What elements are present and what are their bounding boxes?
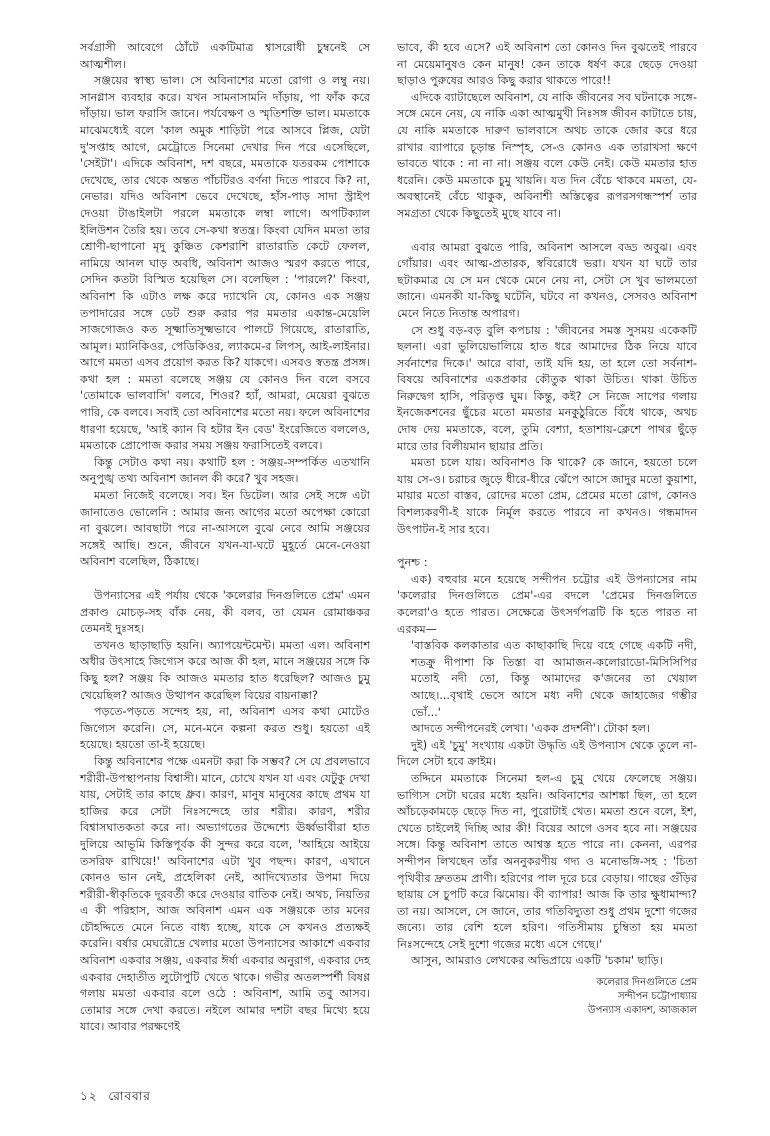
paragraph: ভাবে, কী হবে এসে? এই অবিনাশ তো কোনও দিন বুঝতেই পারবে না মেয়েমানুষও কেন মানুষ! কেন তাকে ধর্ষণ করে ছেড়ে দেওয়া ছাড়াও পুরুষের আরও কিছু করার থাকতে পারে!! [397,41,697,88]
paragraph: এক) বহুবার মনে হয়েছে সন্দীপন চট্টোর এই উপন্যাসের নাম 'কলেরার দিনগুলিতে প্রেম'-এর বদলে 'প্রেমের দিনগুলিতে কলেরা'ও হতে পারত। সেক্ষেত্রে উৎসর্গপত্রটি কি হতে পারত না এরকম— [397,572,697,636]
citation-publication: উপন্যাস একাদশ, আজকাল [587,1005,697,1017]
source-citation [397,976,697,1018]
paragraph: তখনও ছাড়াছাড়ি হয়নি। অ্যাপয়েন্টমেন্ট। মমতা এল। অবিনাশ অধীর উৎসাহে জিগ্যেস করে আজ কী হল, মানে সঞ্জয়ের সঙ্গে কি কিছু হল? সঞ্জয় কি আজও মমতার হাত ধরেছিল? আজও চুমু খেয়েছিল? আজও উত্থাপন করেছিল বিয়ের বায়নাক্কা? [80,638,370,702]
page-number: ১২ [80,1089,98,1103]
page-footer [80,1088,151,1108]
section-gap [397,538,697,555]
paragraph: সে শুধু বড়-বড় বুলি কপচায় : 'জীবনের সমস্ত সুসময় একেকটি ছলনা। এরা ভুলিয়েভালিয়ে হাত ধরে আমাদের ঠিক নিয়ে যাবে সর্বনাশের দিকে।' আরে বাবা, তাই যদি হয়, তা হলে তো সর্বনাশ-বিষয়ে অবিনাশের একপ্রকার কৌতুক থাকা উচিত। থাকা উচিত নিরুদ্বেগ হাসি, পরিতৃপ্ত ঘুম। কিন্তু, কই? সে নিজে সাপের গলায় ইনজেকশনের ছুঁচের মতো মমতার মনকুঠুরিতে বিঁধে থাকে, অথচ দোষ দেয় মমতাকে, বলে, তুমি বেশ্যা, হতাশায়-ক্লেশে পাথর ছুঁড়ে মারে তার বিলীয়মান ছায়ার প্রতি। [397,323,697,453]
paragraph: সর্বগ্রাসী আবেগে ঠোঁটে একটিমাত্র শ্বাসরোধী চুম্বনেই সে আত্মশীল। [80,41,370,71]
citation-author: সন্দীপন চট্টোপাধ্যায় [617,991,697,1003]
magazine-name: রোববার [108,1089,151,1103]
paragraph: তদ্দিনে মমতাকে সিনেমা হল-এ চুমু খেয়ে ফেলেছে সঞ্জয়। ভাগ্যিস সেটা ঘরের মধ্যে হয়নি। অবিনাশের আশঙ্কা ছিল, তা হলে আঁচড়েকামড়ে ছেড়ে দিত না, পুরোটাই খেত। মমতা শুনে বলে, ইশ, খেতে চাইলেই দিচ্ছি আর কী! বিয়ের আগে ওসব হবে না। সঞ্জয়ের সঙ্গে। কিন্তু অবিনাশ তাতে আশ্বস্ত হতে পারে না। কেননা, এরপর সন্দীপন লিখছেন তাঁর অননুকরণীয় গদ্য ও মনোভঙ্গি-সহ : 'চিতা পৃথিবীর দ্রুততম প্রাণী। হরিণের পাল দূরে চরে বেড়ায়। গাছের গুঁড়ির ছায়ায় সে চুপটি করে ঝিমোয়। কী ব্যাপার! আজ কি তার ক্ষুধামান্দ্য? তা নয়। আসলে, সে জানে, তার গতিবিদ্যুতা শুধু প্রথম দুশো গজের জন্যে। তার বেশি হলে হরিণ। গতিসীমায় চুম্বিতা হয় মমতা নিঃসন্দেহে সেই দুশো গজের মধ্যে এসে গেছে।' [397,771,697,951]
section-gap [80,571,370,588]
citation-title: কলেরার দিনগুলিতে প্রেম [596,977,697,989]
paragraph: এবার আমরা বুঝতে পারি, অবিনাশ আসলে বড্ড অবুঝ। এবং গোঁয়ার। এবং আত্ম-প্রতারক, স্ববিরোধে ভরা। যখন যা ঘটে তার ছটাকমাত্র যে সে মন থেকে মেনে নেয় না, সেটা সে খুব ভালমতো জানে। এমনকী যা-কিছু ঘটেনি, ঘটবে না কখনও, সেসবও অবিনাশ মেনে নিতে নিতান্ত অপারগ। [397,240,697,320]
paragraph: কিন্তু অবিনাশের পক্ষে এমনটা করা কি সম্ভব? সে যে প্রবলভাবে শরীরী-উপস্থাপনায় বিশ্বাসী। মানে, চোখে যখন যা এবং যেটুকু দেখা যায়, সেটাই তার কাছে ধ্রুব। কারণ, মানুষ মানুষের কাছে প্রথম যা হাজির করে সেটা নিঃসন্দেহে তার শরীর। কারণ, শরীর বিশ্বাসঘাতকতা করে না। অভ্যাগতের উদ্দেশ্যে ঊর্ধ্বভাবীরা হাত দুলিয়ে আভূমি কিস্তিপূর্বক কী সুন্দর করে বলে, 'আহিয়ে আইয়ে তসরিফ রাখিয়ে!' অবিনাশের এটা খুব পছন্দ। কারণ, এখানে কোনও ভান নেই, প্রহেলিকা নেই, আদিখ্যেতার উপমা দিয়ে শরীরী-স্বীকৃতিকে দূরবর্তী করে দেওয়ার বাতিক নেই। অথচ, নিয়তির এ কী পরিহাস, আজ অবিনাশ এমন এক সঞ্জয়কে তার মনের চৌহদ্দিতে মেনে নিতে বাধ্য হচ্ছে, যাকে সে কখনও প্রত্যক্ষই করেনি। বর্ষার মেঘরৌদ্রে খেলার মতো উপন্যাসের আকাশে একবার অবিনাশ একবার সঞ্জয়, একবার ঈর্ষা একবার অনুরাগ, একবার দেহ একবার দেহাতীত লুটোপুটি খেতে থাকে। গভীর অতলস্পর্শী বিষণ্ণ গলায় মমতা একবার বলে ওঠে : অবিনাশ, আমি তবু আসব। তোমার সঙ্গে দেখা করতে। নইলে আমার দশটা বছর মিথ্যে হয়ে যাবে। আবার পরক্ষণেই [80,754,370,1034]
paragraph: পড়তে-পড়তে সন্দেহ হয়, না, অবিনাশ এসব কথা মোটেও জিগ্যেস করেনি। সে, মনে-মনে কল্পনা করত শুধু। হয়তো এই হয়েছে। হয়তো তা-ই হয়েছে। [80,705,370,752]
paragraph: এদিকে ব্যাটাছেলে অবিনাশ, যে নাকি জীবনের সব ঘটনাকে সঙ্গে-সঙ্গে মেনে নেয়, যে নাকি একা আত্মমুখী নিঃসঙ্গ জীবন কাটাতে চায়, যে নাকি মমতাকে দারুণ ভালবাসে অথচ তাকে জোর করে ধরে রাখার ব্যাপারে চূড়ান্ত নিস্পৃহ, সে-ও কোনও এক তারাখসা ক্ষণে ভাবতে থাকে : না না না। সঞ্জয় বলে কেউ নেই। কেউ মমতার হাত ধরেনি। কেউ মমতাকে চুমু খায়নি। যত দিন বেঁচে থাকবে মমতা, যে-অবস্থানেই বেঁচে থাকুক, অবিনাশী অস্তিত্বের রূপরসগন্ধস্পর্শ তার সমগ্রতা থেকে কিছুতেই মুছে যাবে না। [397,90,697,220]
left-column [80,40,370,1036]
section-gap [397,223,697,240]
paragraph: আসুন, আমরাও লেখকের অভিপ্রায়ে একটি 'চকাম' ছাড়ি। [411,954,663,968]
paragraph: মমতা চলে যায়। অবিনাশও কি থাকে? কে জানে, হয়তো চলে যায় সে-ও। চরাচর জুড়ে ধীরে-ধীরে ঝেঁপে আসে জাদুর মতো কুয়াশা, মায়ার মতো বাস্তব, রোদের মতো প্রেম, প্রেমের মতো রোগ, কোনও বিশল্যকরণী-ই যাকে নির্মূল করতে পারবে না কখনও। গন্ধমাদন উৎপাটন-ই সার হবে। [397,456,697,536]
paragraph: কিন্তু সেটাও কথা নয়। কথাটি হল : সঞ্জয়-সম্পর্কিত এতখানি অনুপুঙ্খ তথ্য অবিনাশ জানল কী করে? খুব সহজ। [80,455,370,486]
right-column [397,40,697,1018]
paragraph: উপন্যাসের এই পর্যায় থেকে 'কলেরার দিনগুলিতে প্রেম' এমন প্রকাণ্ড মোচড়-সহ বাঁক নেয়, কী বলব, তা যেমন রোমাঞ্চকর তেমনই দুঃসহ। [80,589,370,636]
paragraph: সঞ্জয়ের স্বাস্থ্য ভাল। সে অবিনাশের মতো রোগা ও লম্বু নয়। সানগ্লাস ব্যবহার করে। যখন সামনাসামনি দাঁড়ায়, পা ফাঁক করে দাঁড়ায়। ভাল ফরাসি জানে। পর্যবেক্ষণ ও স্মৃতিশক্তি ভাল। মমতাকে মাঝেমধ্যেই বলে 'কাল অমুক শাড়িটা পরে আসবে প্লিজ, যেটা দু'সপ্তাহ আগে, মেট্রোতে সিনেমা দেখার দিন পরে এসেছিলে, 'সেইটা'। এদিকে অবিনাশ, দশ বছরে, মমতাকে যতরকম পোশাকে দেখেছে, তার থেকে অন্তত পাঁচটিরও বর্ণনা দিতে পারবে কি? না, নেভার। যদিও অবিনাশ ভেবে দেখেছে, হাঁস-পাড় সাদা স্ট্রাইপ দেওয়া টাঙাইলটা পরলে মমতাকে লম্বা লাগে। অপটিক্যাল ইলিউশন তৈরি হয়। তবে সে-কথা স্বতন্ত্র। কিংবা যেদিন মমতা তার শ্রোণী-ছাপানো মৃদু কুঞ্চিত কেশরাশি রাতারাতি কেটে ফেলল, নামিয়ে আনল ঘাড় অবধি, অবিনাশ আজও স্মরণ করতে পারে, সেদিন কতটা বিস্মিত হয়েছিল সে। বলেছিল : 'পারলে?' কিংবা, অবিনাশ কি এটাও লক্ষ করে দ্যাখেনি যে, কোনও এক সঞ্জয় তপাদারের সঙ্গে ডেট শুরু করার পর মমতার একান্ত-মেয়েলি সাজগোজও কত সূক্ষ্মাতিসূক্ষ্মভাবে পালটে গিয়েছে, রাতারাতি, আমূল। ম্যানিকিওর, পেডিকিওর, ল্যাকমে-র লিপস্, আই-লাইনার। আগে মমতা এসব প্রয়োগ করত কি? যাকগে। এসবও স্বতন্ত্র প্রসঙ্গ। কথা হল : মমতা বলেছে সঞ্জয় যে কোনও দিন বলে বসবে 'তোমাকে ভালবাসি' বলবে, শিওর? হ্যাঁ, আমরা, মেয়েরা বুঝতে পারি, কে বলবে। সবাই তো অবিনাশের মতো নয়। ফলে অবিনাশের ধারণা হয়েছে, 'আই ক্যান বি হটার ইন বেড' ইংরেজিতে বললেও, মমতাকে প্রোপোজ করার সময় সঞ্জয় ফরাসিতেই বলবে। [80,74,370,453]
block-quote: 'বাস্তবিক কলকাতার এত কাছাকাছি দিয়ে বহে গেছে একটি নদী, শতক্রু দীপাশা কি তিস্তা বা আমাজন-কলোরাডো-মিসিসিপির মতোই নদী তো, কিন্তু আমাদের ক'জনের তা খেয়াল আছে।...বৃথাই ভেসে আসে মধ্য নদী থেকে জাহাজের গম্ভীর ভোঁ...' [411,639,697,719]
postscript-heading: পুনশ্চ : [397,556,428,570]
paragraph: মমতা নিজেই বলেছে। সব। ইন ডিটেল। আর সেই সঙ্গে এটা জানাতেও ভোলেনি : আমার জন্য আগের মতো অপেক্ষা কোরো না বুঝলে। আবছাটা পরে না-আসলে বুঝে নেবে আমি সঞ্জয়ের সঙ্গেই আছি। শুনে, জীবনে যখন-যা-ঘটে মুহূর্তে মেনে-নেওয়া অবিনাশ বলেছিল, ঠিকাছে। [80,489,370,569]
paragraph: দুই) এই 'চুমু' সংখ্যায় একটা উদ্ধৃতি এই উপন্যাস থেকে তুলে না-দিলে সেটা হবে ক্রাইম। [397,738,697,769]
paragraph: আদতে সন্দীপনেরই লেখা। 'একক প্রদর্শনী'। টোকা হল। [411,722,651,736]
